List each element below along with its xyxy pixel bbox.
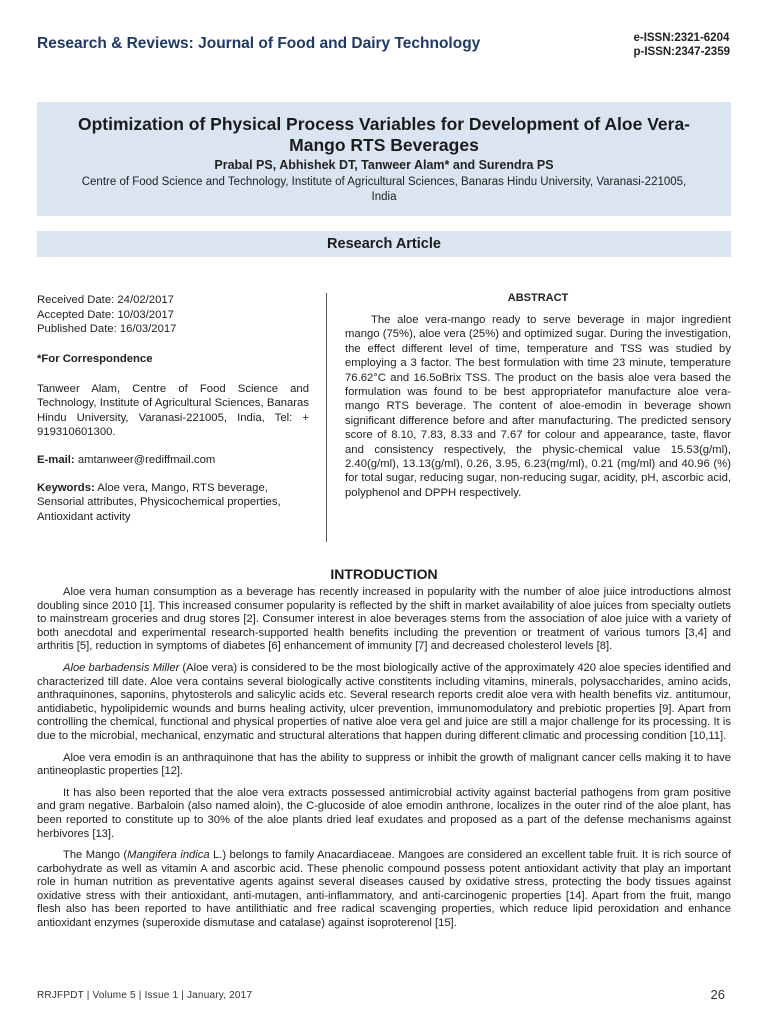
eissn: e-ISSN:2321-6204 [633,32,730,44]
affiliation: Centre of Food Science and Technology, Institute of Agricultural Sciences, Banaras Hindu University, Varanasi-221005, India [81,176,687,203]
footer-citation: RRJFPDT | Volume 5 | Issue 1 | January, 2017 [37,990,253,1001]
intro-paragraph-4: It has also been reported that the aloe vera extracts possessed antimicrobial activity against bacterial pathogens from gram positive and gram negative. Barbaloin (also named aloin), the C-glucoside of aloe emodin anthrone, localizes in the outer rind of the aloe plant, has been reported to constitute up to 30% of the aloe plants dried leaf exudates and proposed as a part of the defense mechanisms against herbivores [13]. [37,786,731,840]
keywords-label: Keywords: [37,481,95,494]
intro-paragraph-2-text: (Aloe vera) is considered to be the most biologically active of the approximately 420 aloe species identified and characterized till date. Aloe vera contains several biologically active constitents including vitamins, minerals, polysaccharides, amino acids, anthraquinones, saponins, phytosterols and salicylic acids etc. Several research reports credit aloe vera with health benefits viz. antitumour, antidiabetic, hypolipidemic wounds and burns healing activity, ulcer prevention, immunomodulatory and prebiotic properties [9]. Apart from controlling the chemical, functional and physical properties of native aloe vera gel and juice are still a major challenge for its processing. It is due to the microbial, mechanical, enzymatic and structural alterations that happen during different climatic and processing condition [10,11]. [37,661,731,742]
authors: Prabal PS, Abhishek DT, Tanweer Alam* and Surendra PS [214,158,554,172]
intro-paragraph-5-pre: The Mango ( [63,849,128,862]
accepted-date: Accepted Date: 10/03/2017 [37,308,174,321]
intro-paragraph-3: Aloe vera emodin is an anthraquinone that has the ability to suppress or inhibit the growth of malignant cancer cells making it to have antineoplastic properties [12]. [37,751,731,778]
email-link[interactable]: amtanweer@rediffmail.com [77,453,216,466]
abstract-heading: ABSTRACT [507,292,569,304]
paper-title: Optimization of Physical Process Variables for Development of Aloe Vera-Mango RTS Beverages [77,114,691,155]
introduction-heading: INTRODUCTION [330,566,438,582]
intro-paragraph-1: Aloe vera human consumption as a beverage has recently increased in popularity with the number of aloe juice introductions almost doubling since 2010 [1]. This increased consumer popularity is reflected by the shift in market availability of aloe juices from specialty outlets to mainstream groceries and drug stores [2]. Consumer interest in aloe beverages stems from the association of aloe juice with a variety of both anecdotal and experimental research-supported health benefits including the prevention or treatment of various tumors [3,4] and arthritis [5], reduction in symptoms of diabetes [6] enhancement of immunity [7] and decreased cholesterol levels [8]. [37,586,731,653]
title-box [37,102,731,216]
mango-species-name: Mangifera indica [127,849,210,862]
correspondence-text: Tanweer Alam, Centre of Food Science and Technology, Institute of Agricultural Sciences, Banaras Hindu University, Varanasi-221005, India, Tel: + 919310601300. [37,382,309,438]
introduction-body [37,586,731,939]
keywords-text: Aloe vera, Mango, RTS beverage, Sensorial attributes, Physicochemical properties, Antioxidant activity [37,481,281,523]
dates [37,293,309,337]
received-date: Received Date: 24/02/2017 [37,294,174,306]
journal-title: Research & Reviews: Journal of Food and Dairy Technology [37,35,481,52]
species-name: Aloe barbadensis Miller [63,661,180,674]
email-label: E-mail: [37,453,75,466]
page-number: 26 [710,987,725,1002]
published-date: Published Date: 16/03/2017 [37,323,177,335]
correspondence-heading: *For Correspondence [37,352,153,365]
pissn: p-ISSN:2347-2359 [633,46,730,58]
article-type: Research Article [37,231,731,257]
abstract-text: The aloe vera-mango ready to serve beverage in major ingredient mango (75%), aloe vera (25%) and optimized sugar. During the investigation, the effect different level of time, temperature and TSS was studied by employing a 3 factor. The best formulation with time 23 minute, temperature 76.62°C and 16.5oBrix TSS. The product on the basis aloe vera based the formulation was found to be best appropriatefor manufacture aloe vera-mango RTS beverage. The content of aloe-emodin in beverage shown significant difference before and after manufacturing. The predicted sensory score of 8.10, 7.83, 8.33 and 7.67 for colour and appearance, taste, flavor and consistency respectively, the physic-chemical value 15.53(g/ml), 2.40(g/ml), 13.13(g/ml), 0.26, 3.95, 6.23(mg/ml), 0.21 (mg/ml) and 40.96 (%) for total sugar, reducing sugar, non-reducing sugar, acidity, pH, ascorbic acid, polyphenol and DPPH respectively. [345,314,731,499]
abstract [345,292,731,500]
article-meta [37,293,309,524]
intro-paragraph-2 [37,662,731,744]
intro-paragraph-5 [37,849,731,931]
email-line [37,454,309,466]
column-divider [326,293,327,542]
intro-paragraph-5-text: L.) belongs to family Anacardiaceae. Mangoes are considered an excellent table fruit. It is rich source of carbohydrate as well as vitamin A and ascorbic acid. These phenolic compound possess potent antioxidant activity that play an important role in human nutrition as preventative agents against several diseases caused by oxidative stress, protecting the body tissues against oxidative stress with their antioxidant, anti-mutagen, anti-inflammatory, and anti-carcinogenic properties [14]. Apart from the fruit, mango flesh also has been reported to have antilithiatic and free radical scavenging properties, which reduce lipid peroxidation and enhance antioxidant enzymes (superoxide dismutase and catalase) against isoproterenol [15]. [37,849,731,930]
keywords [37,481,309,525]
issn-block [633,31,730,59]
